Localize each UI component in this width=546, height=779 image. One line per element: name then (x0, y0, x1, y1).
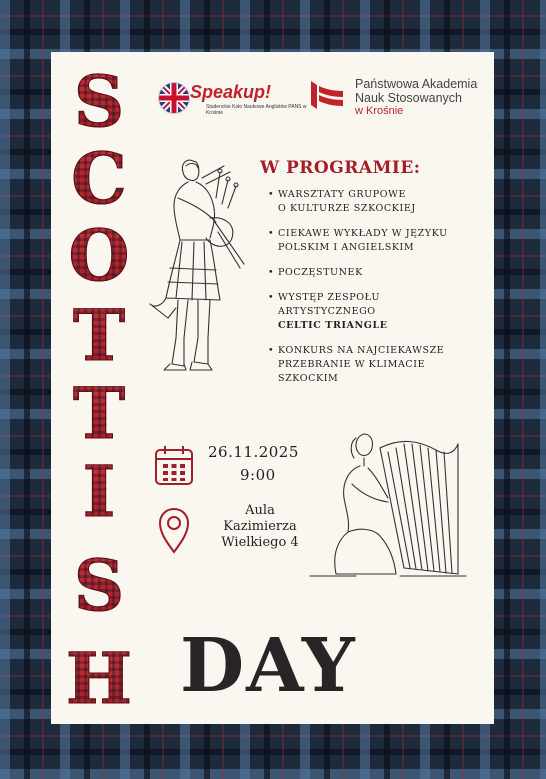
title-letter-t1: T (63, 302, 135, 370)
program-item-line: SZKOCKIM (278, 373, 339, 384)
address-line: Wielkiego 4 (221, 535, 299, 550)
title-letter-s1: S (63, 68, 135, 136)
uk-flag-icon (158, 82, 190, 114)
program-item-line: WYSTĘP ZESPOŁU (278, 292, 381, 303)
pans-logo (309, 75, 489, 115)
speakup-subtitle: Studenckie Koło Naukowe Anglistów PANS w Krośnie (206, 104, 307, 116)
program-item (268, 227, 488, 255)
bagpiper-illustration (140, 158, 250, 373)
title-letter-h: H (63, 645, 135, 713)
speakup-name: Speakup! (190, 82, 272, 102)
address-line: Kazimierza (223, 519, 297, 534)
title-letter-i: I (63, 458, 135, 526)
title-letter-t2: T (63, 380, 135, 448)
pans-emblem-icon (309, 77, 345, 111)
pans-line3: w Krośnie (355, 105, 404, 117)
program-item-line: POLSKIM I ANGIELSKIM (278, 242, 415, 253)
program-heading: W PROGRAMIE: (260, 158, 421, 178)
program-item (268, 291, 488, 333)
program-item-line: KONKURS NA NAJCIEKAWSZE (278, 345, 445, 356)
program-list (268, 188, 488, 397)
program-item-line: ARTYSTYCZNEGO (278, 306, 376, 317)
title-letter-o: O (63, 222, 135, 290)
harpist-illustration (308, 428, 468, 578)
address-line: Aula (245, 503, 275, 518)
speakup-logo (158, 72, 308, 122)
location-pin-icon (157, 506, 191, 554)
program-item (268, 266, 488, 280)
pans-line1: Państwowa Akademia (355, 77, 478, 91)
event-address (200, 503, 320, 551)
program-item (268, 344, 488, 386)
program-item-line: WARSZTATY GRUPOWE (278, 189, 407, 200)
pans-line2: Nauk Stosowanych (355, 91, 463, 105)
title-letter-c: C (63, 145, 135, 213)
program-item-line: POCZĘSTUNEK (278, 267, 363, 278)
program-item-line: O KULTURZE SZKOCKIEJ (278, 203, 416, 214)
program-item (268, 188, 488, 216)
event-date: 26.11.2025 (208, 443, 299, 461)
title-letter-s2: S (63, 552, 135, 620)
program-item-line: CIEKAWE WYKŁADY W JĘZYKU (278, 228, 448, 239)
calendar-icon (154, 444, 194, 486)
title-day: DAY (180, 623, 357, 709)
band-name: CELTIC TRIANGLE (278, 320, 388, 331)
event-time: 9:00 (240, 466, 276, 484)
program-item-line: PRZEBRANIE W KLIMACIE (278, 359, 426, 370)
